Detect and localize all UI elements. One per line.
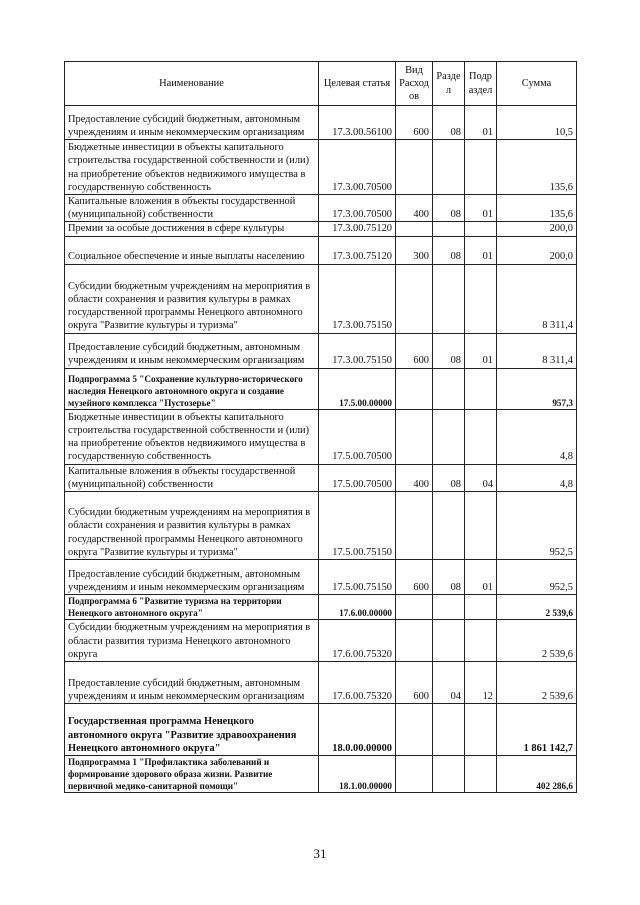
row-target-article: 17.5.00.70500	[319, 464, 396, 491]
header-amount: Сумма	[497, 62, 577, 106]
row-name: Предоставление субсидий бюджетным, автономным учреждениям и иным некоммерческим организациям	[65, 106, 319, 140]
row-target-article: 17.3.00.75150	[319, 264, 396, 333]
header-target-article: Целевая статья	[319, 62, 396, 106]
row-expense-type: 600	[396, 560, 433, 595]
row-section	[433, 140, 465, 195]
row-name: Социальное обеспечение и иные выплаты населению	[65, 236, 319, 264]
row-expense-type	[396, 222, 433, 236]
row-target-article: 17.5.00.75150	[319, 560, 396, 595]
row-name: Бюджетные инвестиции в объекты капитального строительства государственной собственности и (или) на приобретение объектов недвижимого имущества в государственную собственность	[65, 409, 319, 464]
table-header-row	[65, 62, 577, 106]
row-subsection: 01	[465, 560, 497, 595]
row-target-article: 17.5.00.70500	[319, 409, 396, 464]
row-expense-type: 300	[396, 236, 433, 264]
row-target-article: 17.3.00.75120	[319, 236, 396, 264]
header-subsection: Подр аздел	[465, 62, 497, 106]
row-name: Подпрограмма 5 "Сохранение культурно-исторического наследия Ненецкого автономного округа и создание музейного комплекса "Пустозерье"	[65, 368, 319, 409]
row-expense-type: 400	[396, 195, 433, 222]
row-section: 08	[433, 106, 465, 140]
row-subsection	[465, 264, 497, 333]
page-number: 31	[313, 846, 327, 861]
row-section: 08	[433, 333, 465, 368]
row-target-article: 18.1.00.00000	[319, 756, 396, 793]
table-row	[65, 368, 577, 409]
row-subsection	[465, 222, 497, 236]
row-section	[433, 704, 465, 756]
row-target-article: 17.3.00.75150	[319, 333, 396, 368]
row-amount: 200,0	[497, 236, 577, 264]
row-target-article: 17.6.00.00000	[319, 595, 396, 620]
table-row	[65, 756, 577, 793]
row-subsection	[465, 368, 497, 409]
row-expense-type	[396, 756, 433, 793]
table-row	[65, 704, 577, 756]
row-amount: 2 539,6	[497, 620, 577, 662]
row-section: 08	[433, 236, 465, 264]
table-row	[65, 222, 577, 236]
row-target-article: 17.5.00.00000	[319, 368, 396, 409]
row-subsection: 04	[465, 464, 497, 491]
row-amount: 952,5	[497, 492, 577, 560]
row-amount: 8 311,4	[497, 333, 577, 368]
row-subsection	[465, 409, 497, 464]
row-section	[433, 368, 465, 409]
budget-table	[64, 61, 577, 793]
table-row	[65, 333, 577, 368]
row-section: 08	[433, 195, 465, 222]
row-name: Субсидии бюджетным учреждениям на мероприятия в области развития туризма Ненецкого автономного округа	[65, 620, 319, 662]
row-amount: 200,0	[497, 222, 577, 236]
row-name: Капитальные вложения в объекты государственной (муниципальной) собственности	[65, 464, 319, 491]
row-section: 08	[433, 464, 465, 491]
row-expense-type: 600	[396, 106, 433, 140]
header-expense-type: Вид Расход ов	[396, 62, 433, 106]
row-section	[433, 595, 465, 620]
row-expense-type: 600	[396, 333, 433, 368]
table-row	[65, 236, 577, 264]
row-section: 04	[433, 662, 465, 704]
table-row	[65, 595, 577, 620]
table-row	[65, 264, 577, 333]
row-name: Предоставление субсидий бюджетным, автономным учреждениям и иным некоммерческим организациям	[65, 333, 319, 368]
row-target-article: 17.3.00.56100	[319, 106, 396, 140]
row-expense-type	[396, 595, 433, 620]
row-amount: 8 311,4	[497, 264, 577, 333]
row-section	[433, 756, 465, 793]
row-target-article: 17.3.00.70500	[319, 195, 396, 222]
row-subsection: 01	[465, 106, 497, 140]
row-amount: 2 539,6	[497, 662, 577, 704]
header-section: Разде л	[433, 62, 465, 106]
row-expense-type	[396, 140, 433, 195]
row-expense-type: 400	[396, 464, 433, 491]
row-name: Подпрограмма 1 "Профилактика заболеваний и формирование здорового образа жизни. Развитие первичной медико-санитарной помощи"	[65, 756, 319, 793]
header-name: Наименование	[65, 62, 319, 106]
row-section	[433, 222, 465, 236]
row-amount: 952,5	[497, 560, 577, 595]
row-target-article: 17.3.00.75120	[319, 222, 396, 236]
row-target-article: 17.6.00.75320	[319, 662, 396, 704]
row-name: Государственная программа Ненецкого автономного округа "Развитие здравоохранения Ненецкого автономного округа"	[65, 704, 319, 756]
row-name: Предоставление субсидий бюджетным, автономным учреждениям и иным некоммерческим организациям	[65, 662, 319, 704]
row-subsection	[465, 140, 497, 195]
row-target-article: 18.0.00.00000	[319, 704, 396, 756]
row-section	[433, 409, 465, 464]
table-row	[65, 195, 577, 222]
row-amount: 4,8	[497, 464, 577, 491]
row-subsection	[465, 595, 497, 620]
row-section	[433, 620, 465, 662]
row-amount: 135,6	[497, 140, 577, 195]
row-expense-type	[396, 620, 433, 662]
row-name: Премии за особые достижения в сфере культуры	[65, 222, 319, 236]
table-row	[65, 409, 577, 464]
row-name: Бюджетные инвестиции в объекты капитального строительства государственной собственности и (или) на приобретение объектов недвижимого имущества в государственную собственность	[65, 140, 319, 195]
row-name: Предоставление субсидий бюджетным, автономным учреждениям и иным некоммерческим организациям	[65, 560, 319, 595]
row-amount: 4,8	[497, 409, 577, 464]
row-target-article: 17.3.00.70500	[319, 140, 396, 195]
row-expense-type	[396, 368, 433, 409]
row-amount: 1 861 142,7	[497, 704, 577, 756]
row-target-article: 17.6.00.75320	[319, 620, 396, 662]
row-expense-type	[396, 704, 433, 756]
row-section	[433, 492, 465, 560]
table-row	[65, 662, 577, 704]
row-expense-type	[396, 492, 433, 560]
row-subsection: 01	[465, 236, 497, 264]
row-subsection	[465, 620, 497, 662]
row-subsection: 01	[465, 195, 497, 222]
row-subsection	[465, 704, 497, 756]
row-subsection: 12	[465, 662, 497, 704]
row-amount: 402 286,6	[497, 756, 577, 793]
table-row	[65, 492, 577, 560]
row-subsection	[465, 756, 497, 793]
table-row	[65, 560, 577, 595]
row-name: Субсидии бюджетным учреждениям на мероприятия в области сохранения и развития культуры в рамках государственной программы Ненецкого автономного округа "Развитие культуры и туризма"	[65, 492, 319, 560]
row-expense-type: 600	[396, 662, 433, 704]
row-subsection	[465, 492, 497, 560]
table-row	[65, 106, 577, 140]
row-name: Подпрограмма 6 "Развитие туризма на территории Ненецкого автономного округа"	[65, 595, 319, 620]
row-section	[433, 264, 465, 333]
table-row	[65, 464, 577, 491]
row-expense-type	[396, 409, 433, 464]
table-row	[65, 620, 577, 662]
row-amount: 957,3	[497, 368, 577, 409]
table-row	[65, 140, 577, 195]
row-amount: 135,6	[497, 195, 577, 222]
row-name: Субсидии бюджетным учреждениям на мероприятия в области сохранения и развития культуры в рамках государственной программы Ненецкого автономного округа "Развитие культуры и туризма"	[65, 264, 319, 333]
row-name: Капитальные вложения в объекты государственной (муниципальной) собственности	[65, 195, 319, 222]
row-amount: 2 539,6	[497, 595, 577, 620]
row-amount: 10,5	[497, 106, 577, 140]
row-expense-type	[396, 264, 433, 333]
row-section: 08	[433, 560, 465, 595]
row-target-article: 17.5.00.75150	[319, 492, 396, 560]
row-subsection: 01	[465, 333, 497, 368]
